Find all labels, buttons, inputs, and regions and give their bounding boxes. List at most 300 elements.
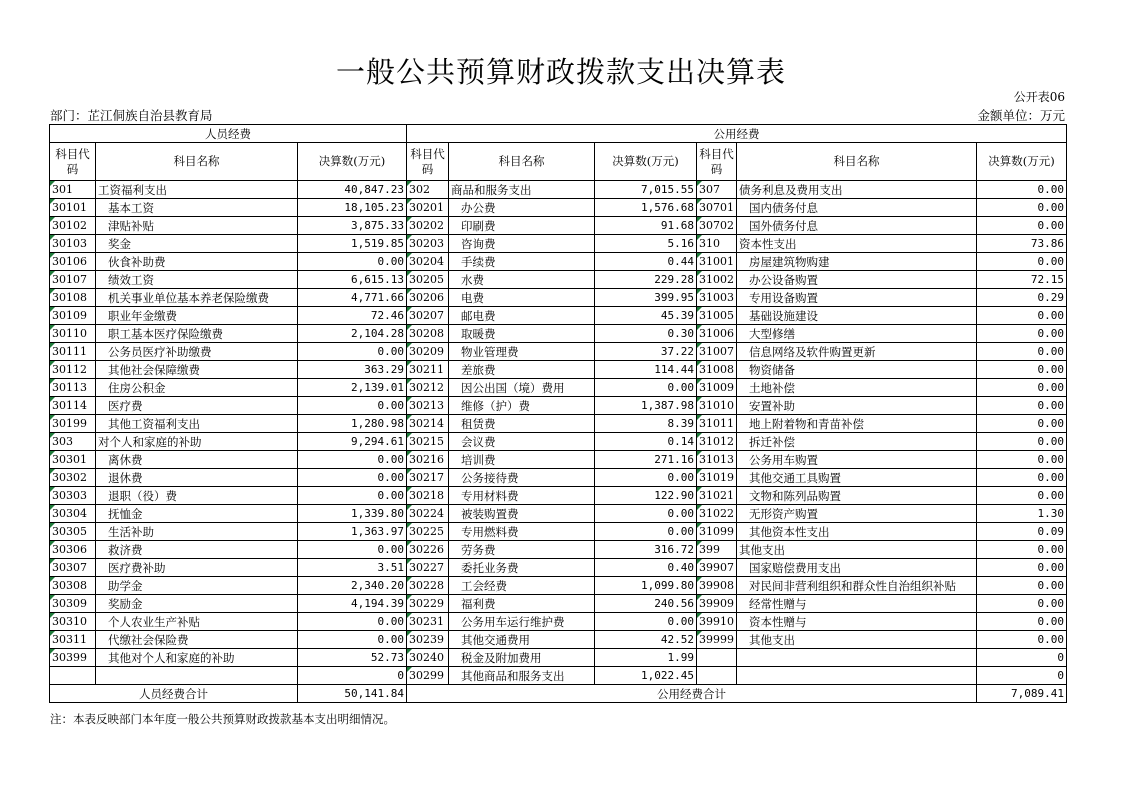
cell-code: 31011 <box>697 415 737 433</box>
cell-amount: 0.09 <box>977 523 1067 541</box>
department-label: 部门：芷江侗族自治县教育局 <box>50 108 213 123</box>
cell-amount: 0.00 <box>977 361 1067 379</box>
col-header-amount: 决算数(万元) <box>595 143 697 181</box>
cell-code: 31005 <box>697 307 737 325</box>
cell-amount: 37.22 <box>595 343 697 361</box>
cell-code: 39910 <box>697 613 737 631</box>
cell-name: 专用材料费 <box>449 487 595 505</box>
cell-amount: 0.00 <box>298 397 407 415</box>
cell-code: 31099 <box>697 523 737 541</box>
cell-amount: 0.00 <box>977 433 1067 451</box>
cell-code: 30213 <box>407 397 449 415</box>
cell-name: 邮电费 <box>449 307 595 325</box>
table-row <box>50 667 1067 685</box>
cell-amount: 0.00 <box>977 253 1067 271</box>
cell-name: 抚恤金 <box>96 505 298 523</box>
table-row <box>50 199 1067 217</box>
table-row <box>50 631 1067 649</box>
table-row <box>50 235 1067 253</box>
cell-amount: 1,363.97 <box>298 523 407 541</box>
cell-name: 公务员医疗补助缴费 <box>96 343 298 361</box>
cell-name: 其他交通费用 <box>449 631 595 649</box>
cell-name: 国家赔偿费用支出 <box>737 559 977 577</box>
table-row <box>50 307 1067 325</box>
expenditure-table <box>49 124 1067 703</box>
cell-code: 30224 <box>407 505 449 523</box>
cell-code: 30214 <box>407 415 449 433</box>
cell-amount: 42.52 <box>595 631 697 649</box>
table-row <box>50 361 1067 379</box>
cell-amount: 0.00 <box>595 523 697 541</box>
table-row <box>50 433 1067 451</box>
cell-code: 30299 <box>407 667 449 685</box>
cell-name: 房屋建筑物购建 <box>737 253 977 271</box>
cell-amount: 0.00 <box>977 559 1067 577</box>
cell-amount: 4,194.39 <box>298 595 407 613</box>
cell-name: 住房公积金 <box>96 379 298 397</box>
cell-code: 30111 <box>50 343 96 361</box>
cell-name: 拆迁补偿 <box>737 433 977 451</box>
cell-amount: 0.00 <box>298 253 407 271</box>
cell-amount: 0.00 <box>977 415 1067 433</box>
col-header-amount: 决算数(万元) <box>298 143 407 181</box>
cell-name: 离休费 <box>96 451 298 469</box>
cell-amount: 3,875.33 <box>298 217 407 235</box>
cell-amount: 9,294.61 <box>298 433 407 451</box>
cell-code: 30229 <box>407 595 449 613</box>
cell-code: 30240 <box>407 649 449 667</box>
group-personnel: 人员经费 <box>50 125 407 143</box>
table-row <box>50 379 1067 397</box>
cell-code <box>50 667 96 685</box>
table-row <box>50 595 1067 613</box>
col-header-code: 科目代码 <box>697 143 737 181</box>
cell-name: 其他支出 <box>737 541 977 559</box>
cell-name: 资本性支出 <box>737 235 977 253</box>
cell-name: 债务利息及费用支出 <box>737 181 977 199</box>
cell-amount: 0.00 <box>595 469 697 487</box>
cell-amount: 316.72 <box>595 541 697 559</box>
cell-code: 30309 <box>50 595 96 613</box>
total-public-value: 7,089.41 <box>977 685 1067 703</box>
cell-amount: 0.00 <box>977 487 1067 505</box>
cell-amount: 114.44 <box>595 361 697 379</box>
cell-amount: 0.00 <box>977 181 1067 199</box>
cell-name: 大型修缮 <box>737 325 977 343</box>
cell-name: 商品和服务支出 <box>449 181 595 199</box>
table-row <box>50 343 1067 361</box>
cell-name: 物业管理费 <box>449 343 595 361</box>
cell-name <box>737 667 977 685</box>
cell-name: 奖金 <box>96 235 298 253</box>
cell-amount: 1.30 <box>977 505 1067 523</box>
cell-name: 咨询费 <box>449 235 595 253</box>
cell-amount: 2,340.20 <box>298 577 407 595</box>
cell-amount: 91.68 <box>595 217 697 235</box>
cell-code: 30239 <box>407 631 449 649</box>
cell-code: 30106 <box>50 253 96 271</box>
cell-name: 基本工资 <box>96 199 298 217</box>
cell-code: 39909 <box>697 595 737 613</box>
total-personnel-label: 人员经费合计 <box>50 685 298 703</box>
cell-name: 劳务费 <box>449 541 595 559</box>
cell-name <box>737 649 977 667</box>
cell-amount: 0.00 <box>298 451 407 469</box>
cell-amount: 0.30 <box>595 325 697 343</box>
col-header-amount: 决算数(万元) <box>977 143 1067 181</box>
cell-name: 文物和陈列品购置 <box>737 487 977 505</box>
cell-amount: 0.00 <box>977 379 1067 397</box>
cell-amount: 0.00 <box>977 595 1067 613</box>
table-row <box>50 541 1067 559</box>
cell-amount: 5.16 <box>595 235 697 253</box>
cell-code: 31009 <box>697 379 737 397</box>
cell-name: 其他交通工具购置 <box>737 469 977 487</box>
cell-name: 委托业务费 <box>449 559 595 577</box>
cell-code: 307 <box>697 181 737 199</box>
footnote: 注：本表反映部门本年度一般公共预算财政拨款基本支出明细情况。 <box>50 712 395 726</box>
cell-name: 电费 <box>449 289 595 307</box>
col-header-name: 科目名称 <box>449 143 595 181</box>
cell-code: 30217 <box>407 469 449 487</box>
cell-code: 30702 <box>697 217 737 235</box>
cell-name: 工会经费 <box>449 577 595 595</box>
cell-code: 30305 <box>50 523 96 541</box>
cell-code: 30209 <box>407 343 449 361</box>
cell-code: 31022 <box>697 505 737 523</box>
col-header-code: 科目代码 <box>50 143 96 181</box>
table-row <box>50 577 1067 595</box>
cell-code: 31006 <box>697 325 737 343</box>
cell-name: 医疗费补助 <box>96 559 298 577</box>
col-header-name: 科目名称 <box>737 143 977 181</box>
cell-amount: 1,280.98 <box>298 415 407 433</box>
cell-name: 福利费 <box>449 595 595 613</box>
cell-code: 30201 <box>407 199 449 217</box>
cell-code: 30208 <box>407 325 449 343</box>
cell-code: 30301 <box>50 451 96 469</box>
table-row <box>50 469 1067 487</box>
cell-code: 31010 <box>697 397 737 415</box>
cell-name: 印刷费 <box>449 217 595 235</box>
cell-name: 伙食补助费 <box>96 253 298 271</box>
cell-name: 被装购置费 <box>449 505 595 523</box>
cell-code: 30311 <box>50 631 96 649</box>
cell-name: 其他工资福利支出 <box>96 415 298 433</box>
cell-name: 助学金 <box>96 577 298 595</box>
cell-code: 31008 <box>697 361 737 379</box>
cell-name: 救济费 <box>96 541 298 559</box>
cell-amount: 0.00 <box>977 577 1067 595</box>
cell-code: 30102 <box>50 217 96 235</box>
cell-code: 303 <box>50 433 96 451</box>
cell-amount: 240.56 <box>595 595 697 613</box>
col-header-code: 科目代码 <box>407 143 449 181</box>
column-header-row <box>50 143 1067 181</box>
cell-name: 差旅费 <box>449 361 595 379</box>
cell-name: 手续费 <box>449 253 595 271</box>
group-public: 公用经费 <box>407 125 1067 143</box>
cell-amount: 0.00 <box>977 451 1067 469</box>
cell-amount: 229.28 <box>595 271 697 289</box>
cell-code: 30113 <box>50 379 96 397</box>
cell-code: 39907 <box>697 559 737 577</box>
table-row <box>50 649 1067 667</box>
cell-amount: 1,099.80 <box>595 577 697 595</box>
cell-name: 公务用车购置 <box>737 451 977 469</box>
cell-name: 代缴社会保险费 <box>96 631 298 649</box>
table-row <box>50 253 1067 271</box>
cell-code: 30203 <box>407 235 449 253</box>
cell-name: 个人农业生产补贴 <box>96 613 298 631</box>
form-number: 公开表06 <box>1013 90 1065 104</box>
table-row <box>50 559 1067 577</box>
cell-code: 30218 <box>407 487 449 505</box>
table-row <box>50 415 1067 433</box>
total-row <box>50 685 1067 703</box>
cell-name: 取暖费 <box>449 325 595 343</box>
page-title: 一般公共预算财政拨款支出决算表 <box>335 55 786 89</box>
cell-code: 31007 <box>697 343 737 361</box>
table-row <box>50 487 1067 505</box>
cell-name: 租赁费 <box>449 415 595 433</box>
cell-name: 绩效工资 <box>96 271 298 289</box>
cell-code: 30110 <box>50 325 96 343</box>
cell-code: 30701 <box>697 199 737 217</box>
cell-amount: 3.51 <box>298 559 407 577</box>
total-personnel-value: 50,141.84 <box>298 685 407 703</box>
cell-name: 专用设备购置 <box>737 289 977 307</box>
cell-name: 职工基本医疗保险缴费 <box>96 325 298 343</box>
table-row <box>50 217 1067 235</box>
cell-amount: 0.00 <box>977 307 1067 325</box>
cell-amount: 0.00 <box>298 541 407 559</box>
cell-amount: 0.00 <box>595 505 697 523</box>
cell-amount: 0.00 <box>298 613 407 631</box>
cell-amount: 0.00 <box>977 613 1067 631</box>
cell-code: 30108 <box>50 289 96 307</box>
cell-code: 30202 <box>407 217 449 235</box>
cell-amount: 0.00 <box>298 487 407 505</box>
cell-amount: 1,022.45 <box>595 667 697 685</box>
cell-amount: 72.15 <box>977 271 1067 289</box>
cell-name: 因公出国（境）费用 <box>449 379 595 397</box>
cell-amount: 0.00 <box>977 631 1067 649</box>
cell-code: 30101 <box>50 199 96 217</box>
cell-code: 31013 <box>697 451 737 469</box>
cell-code: 310 <box>697 235 737 253</box>
cell-amount: 271.16 <box>595 451 697 469</box>
cell-name: 办公费 <box>449 199 595 217</box>
cell-name: 办公设备购置 <box>737 271 977 289</box>
cell-code: 30103 <box>50 235 96 253</box>
cell-amount: 45.39 <box>595 307 697 325</box>
cell-amount: 0.00 <box>298 469 407 487</box>
cell-code: 39908 <box>697 577 737 595</box>
table-row <box>50 271 1067 289</box>
cell-amount: 1,576.68 <box>595 199 697 217</box>
cell-amount: 6,615.13 <box>298 271 407 289</box>
cell-amount: 8.39 <box>595 415 697 433</box>
cell-name: 退休费 <box>96 469 298 487</box>
table-row <box>50 613 1067 631</box>
table-row <box>50 289 1067 307</box>
cell-code: 30231 <box>407 613 449 631</box>
cell-code: 39999 <box>697 631 737 649</box>
cell-name: 其他对个人和家庭的补助 <box>96 649 298 667</box>
cell-name <box>96 667 298 685</box>
cell-name: 水费 <box>449 271 595 289</box>
cell-amount: 0 <box>298 667 407 685</box>
cell-name: 医疗费 <box>96 397 298 415</box>
cell-code: 30199 <box>50 415 96 433</box>
cell-code: 30109 <box>50 307 96 325</box>
cell-name: 信息网络及软件购置更新 <box>737 343 977 361</box>
cell-code: 31002 <box>697 271 737 289</box>
cell-code: 30112 <box>50 361 96 379</box>
cell-code: 399 <box>697 541 737 559</box>
cell-name: 职业年金缴费 <box>96 307 298 325</box>
cell-name: 安置补助 <box>737 397 977 415</box>
cell-amount: 0.00 <box>977 325 1067 343</box>
cell-amount: 18,105.23 <box>298 199 407 217</box>
cell-code: 31003 <box>697 289 737 307</box>
cell-name: 公务用车运行维护费 <box>449 613 595 631</box>
cell-name: 生活补助 <box>96 523 298 541</box>
cell-code: 30307 <box>50 559 96 577</box>
cell-code: 30302 <box>50 469 96 487</box>
cell-name: 公务接待费 <box>449 469 595 487</box>
cell-amount: 0.00 <box>977 469 1067 487</box>
table-row <box>50 325 1067 343</box>
cell-amount: 0.00 <box>977 397 1067 415</box>
cell-code: 302 <box>407 181 449 199</box>
cell-name: 专用燃料费 <box>449 523 595 541</box>
group-header-row <box>50 125 1067 143</box>
cell-name: 机关事业单位基本养老保险缴费 <box>96 289 298 307</box>
cell-code: 31021 <box>697 487 737 505</box>
cell-code: 31012 <box>697 433 737 451</box>
cell-name: 国外债务付息 <box>737 217 977 235</box>
cell-code: 30225 <box>407 523 449 541</box>
cell-amount: 0.00 <box>595 379 697 397</box>
cell-amount: 4,771.66 <box>298 289 407 307</box>
cell-amount: 1,339.80 <box>298 505 407 523</box>
col-header-name: 科目名称 <box>96 143 298 181</box>
cell-code: 301 <box>50 181 96 199</box>
cell-amount: 0.44 <box>595 253 697 271</box>
cell-code: 30308 <box>50 577 96 595</box>
cell-code: 31001 <box>697 253 737 271</box>
cell-code: 30107 <box>50 271 96 289</box>
cell-amount: 73.86 <box>977 235 1067 253</box>
cell-code: 30207 <box>407 307 449 325</box>
total-public-label: 公用经费合计 <box>407 685 977 703</box>
cell-amount: 1,387.98 <box>595 397 697 415</box>
cell-code: 31019 <box>697 469 737 487</box>
cell-amount: 72.46 <box>298 307 407 325</box>
cell-name: 维修（护）费 <box>449 397 595 415</box>
cell-amount: 1.99 <box>595 649 697 667</box>
cell-amount: 0.00 <box>298 343 407 361</box>
cell-name: 其他社会保障缴费 <box>96 361 298 379</box>
cell-code: 30304 <box>50 505 96 523</box>
cell-name: 其他支出 <box>737 631 977 649</box>
unit-label: 金额单位：万元 <box>977 108 1065 123</box>
cell-code <box>697 649 737 667</box>
cell-code: 30212 <box>407 379 449 397</box>
cell-amount: 0.00 <box>977 343 1067 361</box>
cell-amount: 363.29 <box>298 361 407 379</box>
table-body <box>50 181 1067 685</box>
cell-code: 30310 <box>50 613 96 631</box>
cell-code: 30216 <box>407 451 449 469</box>
cell-name: 基础设施建设 <box>737 307 977 325</box>
cell-code: 30205 <box>407 271 449 289</box>
cell-amount: 2,139.01 <box>298 379 407 397</box>
cell-name: 物资储备 <box>737 361 977 379</box>
cell-amount: 399.95 <box>595 289 697 307</box>
cell-amount: 0.40 <box>595 559 697 577</box>
cell-name: 税金及附加费用 <box>449 649 595 667</box>
cell-amount: 2,104.28 <box>298 325 407 343</box>
cell-amount: 52.73 <box>298 649 407 667</box>
cell-code: 30204 <box>407 253 449 271</box>
cell-amount: 0 <box>977 649 1067 667</box>
cell-amount: 40,847.23 <box>298 181 407 199</box>
cell-code: 30399 <box>50 649 96 667</box>
cell-amount: 0 <box>977 667 1067 685</box>
cell-code: 30211 <box>407 361 449 379</box>
cell-code: 30226 <box>407 541 449 559</box>
cell-code: 30227 <box>407 559 449 577</box>
cell-amount: 0.00 <box>977 217 1067 235</box>
cell-amount: 0.00 <box>298 631 407 649</box>
cell-amount: 122.90 <box>595 487 697 505</box>
table-row <box>50 505 1067 523</box>
cell-name: 国内债务付息 <box>737 199 977 217</box>
table-row <box>50 523 1067 541</box>
cell-code: 30114 <box>50 397 96 415</box>
cell-amount: 7,015.55 <box>595 181 697 199</box>
cell-name: 经常性赠与 <box>737 595 977 613</box>
cell-code: 30303 <box>50 487 96 505</box>
table-row <box>50 397 1067 415</box>
cell-name: 无形资产购置 <box>737 505 977 523</box>
cell-name: 会议费 <box>449 433 595 451</box>
table-row <box>50 451 1067 469</box>
cell-name: 退职（役）费 <box>96 487 298 505</box>
cell-name: 地上附着物和青苗补偿 <box>737 415 977 433</box>
cell-name: 其他商品和服务支出 <box>449 667 595 685</box>
cell-code: 30306 <box>50 541 96 559</box>
cell-amount: 0.00 <box>595 613 697 631</box>
cell-name: 津贴补贴 <box>96 217 298 235</box>
cell-name: 培训费 <box>449 451 595 469</box>
cell-code <box>697 667 737 685</box>
cell-code: 30228 <box>407 577 449 595</box>
cell-name: 资本性赠与 <box>737 613 977 631</box>
cell-name: 对个人和家庭的补助 <box>96 433 298 451</box>
cell-amount: 0.00 <box>977 541 1067 559</box>
cell-amount: 0.29 <box>977 289 1067 307</box>
cell-name: 工资福利支出 <box>96 181 298 199</box>
cell-code: 30206 <box>407 289 449 307</box>
cell-name: 奖励金 <box>96 595 298 613</box>
cell-code: 30215 <box>407 433 449 451</box>
cell-name: 对民间非营利组织和群众性自治组织补贴 <box>737 577 977 595</box>
cell-amount: 1,519.85 <box>298 235 407 253</box>
